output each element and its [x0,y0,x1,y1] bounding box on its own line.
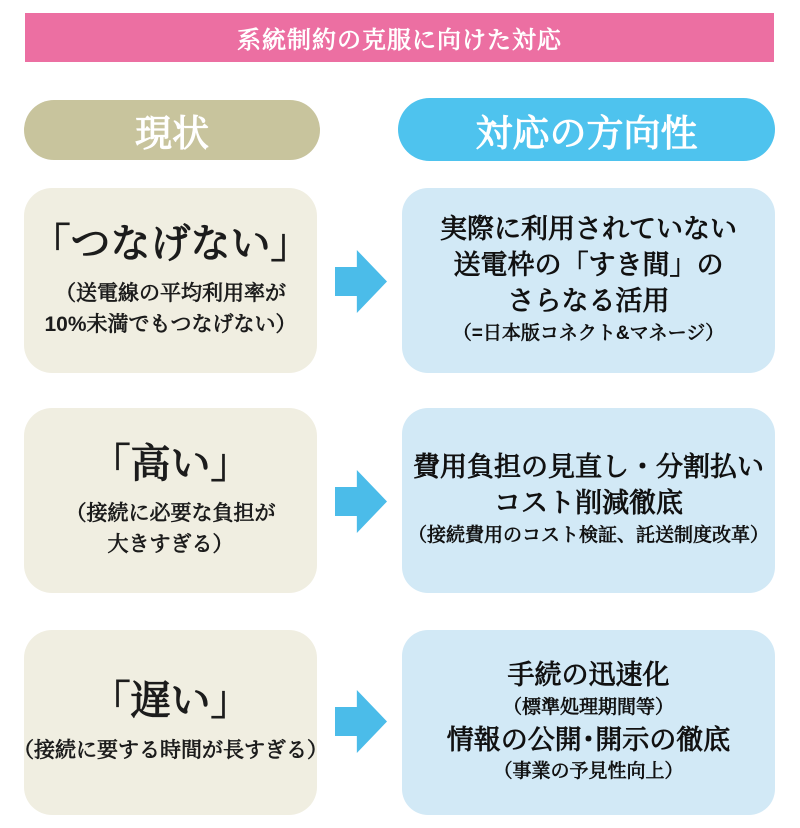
response-subline: （=日本版コネクト&マネージ） [452,323,725,345]
response-box-procedure-speedup [402,630,775,815]
problem-box-cannot-connect [24,188,317,373]
problem-note [13,735,328,767]
response-line: さらなる活用 [507,286,670,317]
response-line: 送電枠の「すき間」の [453,250,724,281]
column-header-current [24,100,320,160]
problem-note-line: 10%未満でもつなげない） [44,313,297,336]
title-banner [25,13,774,62]
page-title: 系統制約の克服に向けた対応 [237,27,562,54]
response-subline: （接続費用のコスト検証、託送制度改革） [407,525,769,547]
problem-note-line: （接続に必要な負担が [65,501,276,525]
column-header-direction [398,98,775,161]
response-box-cost-reduction [402,408,775,593]
problem-note-line: 大きすぎる） [107,533,234,556]
right-arrow-icon [335,690,387,753]
response-line: 実際に利用されていない [440,214,737,245]
response-subline: （標準処理期間等） [502,697,674,718]
problem-box-expensive [24,408,317,593]
response-subline: （事業の予見性向上） [493,761,684,783]
column-header-current-label: 現状 [135,113,209,154]
problem-box-slow [13,630,328,815]
response-line: 手続の迅速化 [507,660,670,691]
right-arrow-icon [335,250,387,313]
response-line: 情報の公開･開示の徹底 [446,724,731,755]
right-arrow-icon [335,470,387,533]
response-box-unused-capacity [402,188,775,373]
problem-title: 「遅い」 [90,679,251,724]
problem-title: 「つなげない」 [30,221,311,266]
response-line: 費用負担の見直し・分割払い [413,452,764,483]
problem-title: 「高い」 [90,441,251,486]
column-header-direction-label: 対応の方向性 [475,112,698,154]
problem-note-line: （接続に要する時間が長すぎる） [13,739,328,763]
problem-note [44,278,296,341]
problem-note [66,498,276,561]
problem-note-line: （送電線の平均利用率が [55,281,286,305]
response-line: コスト削減徹底 [494,488,683,519]
